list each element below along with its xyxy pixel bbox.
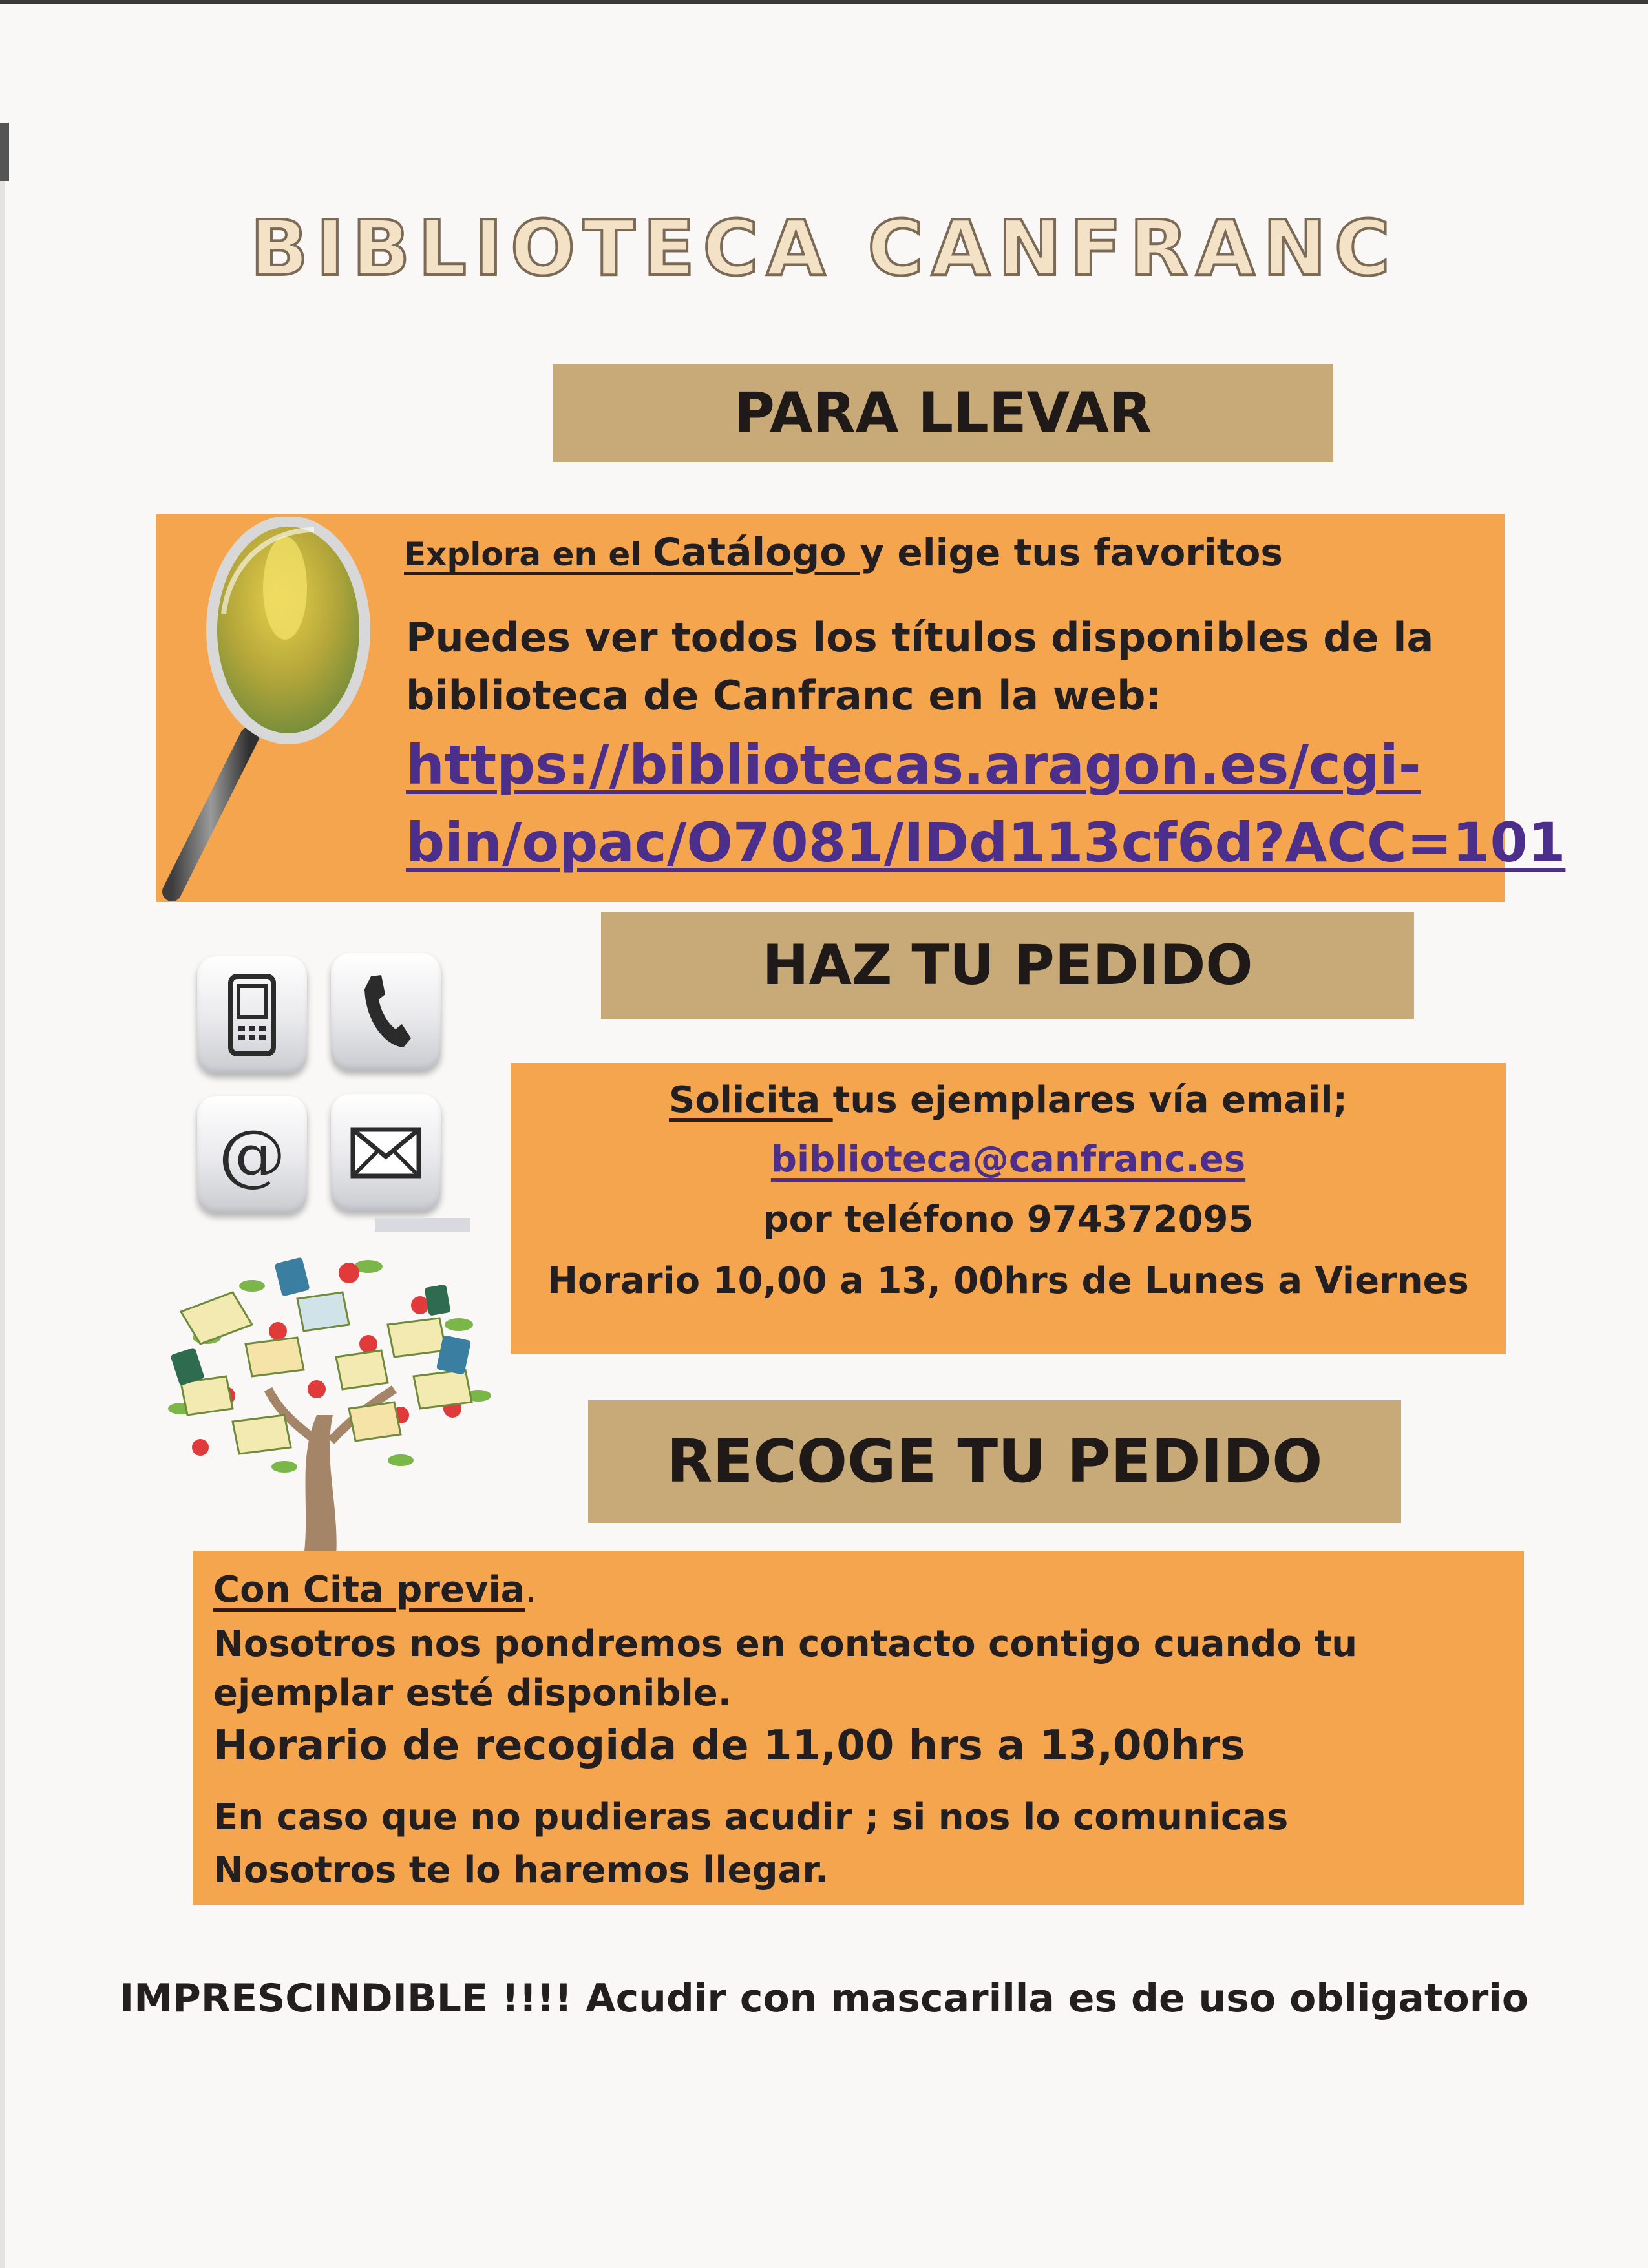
order-hours: Horario 10,00 a 13, 00hrs de Lunes a Viernes xyxy=(547,1260,1469,1302)
haz-tu-pedido-heading: HAZ TU PEDIDO xyxy=(601,912,1414,1019)
email-line xyxy=(511,1139,1506,1181)
scan-edge xyxy=(0,0,1648,4)
pickup-line1: Nosotros nos pondremos en contacto contigo cuando tu xyxy=(213,1623,1358,1665)
watermark xyxy=(375,1218,470,1232)
recoge-tu-pedido-heading: RECOGE TU PEDIDO xyxy=(588,1400,1401,1523)
pickup-line2: ejemplar esté disponible. xyxy=(213,1672,732,1714)
catalog-text-line2: biblioteca de Canfranc en la web: xyxy=(406,672,1162,719)
cita-line xyxy=(213,1569,536,1611)
solicita-rest: tus ejemplares vía email; xyxy=(832,1079,1347,1121)
envelope-icon xyxy=(331,1094,441,1212)
scan-edge xyxy=(0,181,5,2268)
cita-dot: . xyxy=(525,1569,537,1611)
email-link[interactable]: biblioteca@canfranc.es xyxy=(770,1139,1246,1181)
catalog-url-line1[interactable]: https://bibliotecas.aragon.es/cgi- xyxy=(406,733,1421,797)
solicita-label: Solicita xyxy=(669,1079,833,1121)
phone-line: por teléfono 974372095 xyxy=(763,1199,1254,1241)
pickup-line3: En caso que no pudieras acudir ; si nos lo comunicas xyxy=(213,1796,1289,1838)
explora-line xyxy=(404,530,1283,575)
catalogo-link[interactable]: Catálogo xyxy=(652,530,860,575)
page-title: BIBLIOTECA CANFRANC xyxy=(249,204,1399,293)
explora-suffix: y elige tus favoritos xyxy=(860,530,1283,574)
telephone-icon xyxy=(331,953,441,1071)
catalog-url-line2[interactable]: bin/opac/O7081/IDd113cf6d?ACC=101 xyxy=(406,811,1566,874)
catalog-text-line1: Puedes ver todos los títulos disponibles de la xyxy=(406,614,1434,661)
at-sign-icon: @ xyxy=(197,1096,307,1213)
book-tree-icon xyxy=(155,1247,504,1564)
footer-notice: IMPRESCINDIBLE !!!! Acudir con mascarilla es de uso obligatorio xyxy=(119,1976,1529,2021)
mobile-phone-icon xyxy=(197,956,307,1074)
scan-edge xyxy=(0,123,9,181)
solicita-line xyxy=(511,1079,1506,1121)
cita-label: Con Cita previa xyxy=(213,1569,525,1611)
magnifying-glass-icon xyxy=(153,517,392,905)
explora-prefix: Explora en el xyxy=(404,536,653,573)
para-llevar-heading: PARA LLEVAR xyxy=(553,364,1333,462)
pickup-hours: Horario de recogida de 11,00 hrs a 13,00hrs xyxy=(213,1722,1245,1770)
pickup-line4: Nosotros te lo haremos llegar. xyxy=(213,1849,829,1891)
